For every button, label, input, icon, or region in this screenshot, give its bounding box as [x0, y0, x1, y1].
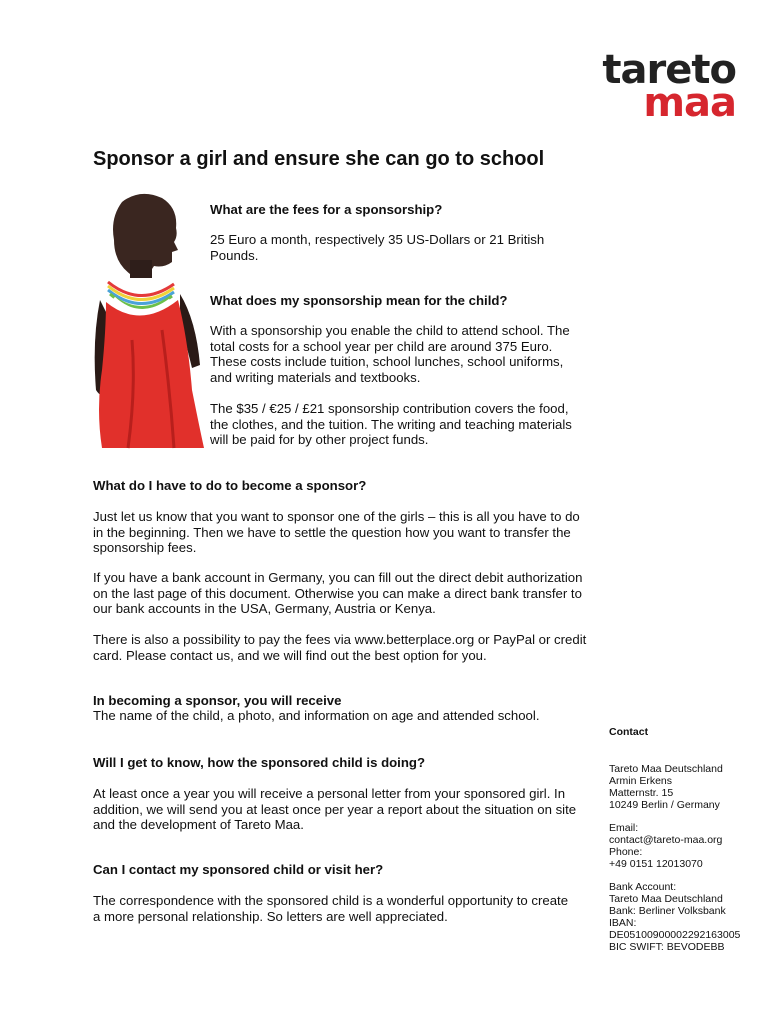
meaning-answer-1: With a sponsorship you enable the child to attend school. The total costs for a school year per child are around 375 Euro. These costs include tuition, school lunches, school uniforms, and writing materials and textbooks.	[210, 323, 570, 385]
visit-answer: The correspondence with the sponsored child is a wonderful opportunity to create a more personal relationship. So letters are well appreciated.	[93, 893, 569, 924]
page-title: Sponsor a girl and ensure she can go to school	[93, 148, 545, 170]
contact-email-phone: Email: contact@tareto-maa.org Phone: +49 0151 12013070	[609, 822, 723, 870]
girl-illustration	[92, 190, 212, 452]
fees-answer: 25 Euro a month, respectively 35 US-Dollars or 21 British Pounds.	[210, 232, 545, 263]
receive-question: In becoming a sponsor, you will receive	[93, 693, 342, 708]
know-answer: At least once a year you will receive a personal letter from your sponsored girl. In addition, we will send you at least once per year a report about the situation on site and the development of Tareto Maa.	[93, 786, 577, 832]
contact-bank: Bank Account: Tareto Maa Deutschland Bank: Berliner Volksbank IBAN: DE05100900002292163005 BIC SWIFT: BEVODEBB	[609, 881, 741, 953]
contact-heading: Contact	[609, 726, 649, 738]
meaning-answer-2: The $35 / €25 / £21 sponsorship contribution covers the food, the clothes, and the tuition. The writing and teaching materials will be paid for by other project funds.	[210, 401, 572, 447]
become-answer-2: If you have a bank account in Germany, you can fill out the direct debit authorization on the last page of this document. Otherwise you can make a direct bank transfer to our bank accounts in the USA, Germany, Austria or Kenya.	[93, 570, 583, 616]
contact-address: Tareto Maa Deutschland Armin Erkens Matternstr. 15 10249 Berlin / Germany	[609, 763, 723, 811]
receive-answer: The name of the child, a photo, and information on age and attended school.	[93, 708, 540, 723]
meaning-question: What does my sponsorship mean for the child?	[210, 293, 508, 308]
visit-question: Can I contact my sponsored child or visit her?	[93, 862, 384, 877]
logo-line-1: tareto	[602, 47, 736, 93]
become-answer-3: There is also a possibility to pay the fees via www.betterplace.org or PayPal or credit card. Please contact us, and we will find out the best option for you.	[93, 632, 587, 663]
tareto-maa-logo	[576, 47, 736, 126]
become-question: What do I have to do to become a sponsor?	[93, 478, 367, 493]
know-question: Will I get to know, how the sponsored child is doing?	[93, 755, 426, 770]
become-answer-1: Just let us know that you want to sponsor one of the girls – this is all you have to do in the beginning. Then we have to settle the question how you want to transfer the sponsorship fees.	[93, 509, 580, 555]
fees-question: What are the fees for a sponsorship?	[210, 202, 443, 217]
logo-line-2: maa	[643, 80, 736, 126]
